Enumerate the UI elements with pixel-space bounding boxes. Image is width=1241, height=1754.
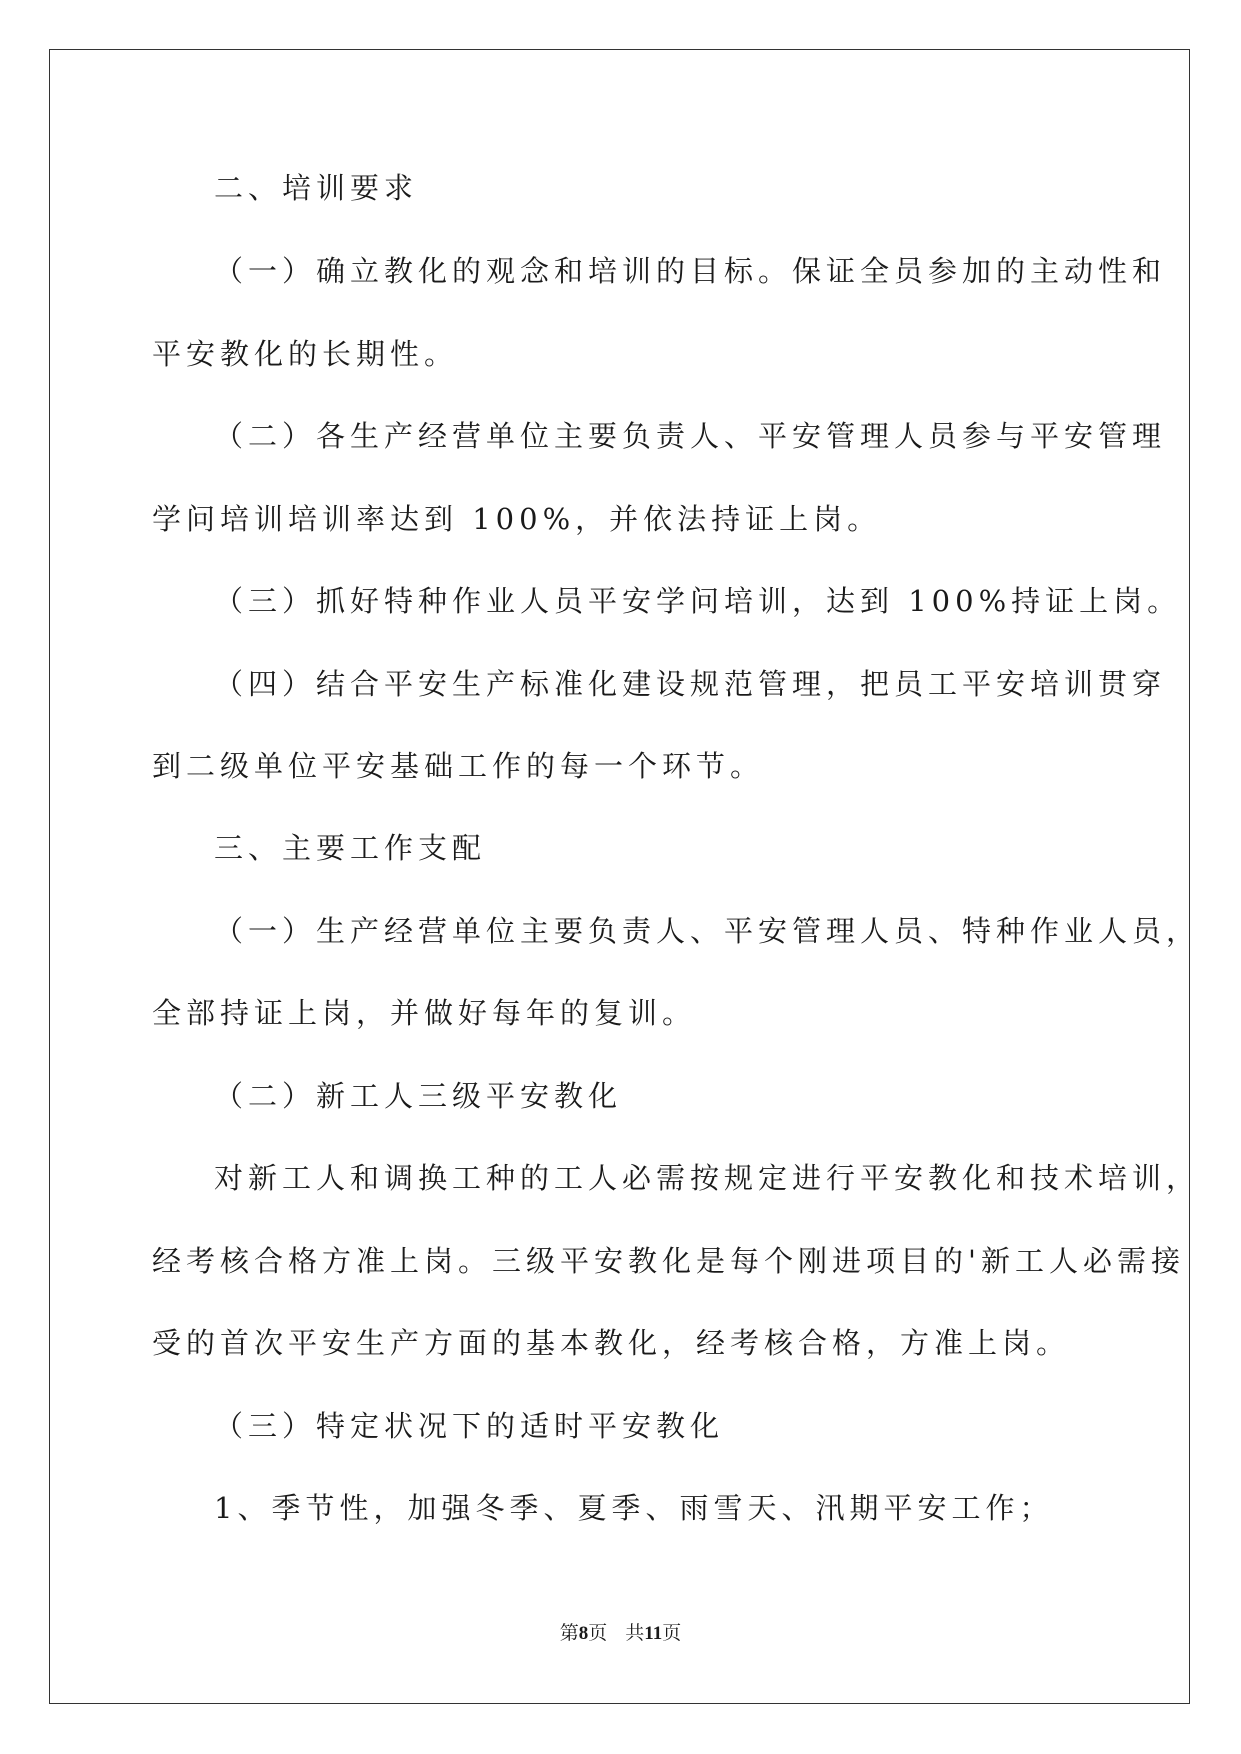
paragraph-line: 学问培训培训率达到 100%，并依法持证上岗。 — [152, 502, 882, 536]
paragraph-line: （三）抓好特种作业人员平安学问培训，达到 100%持证上岗。 — [214, 584, 1182, 618]
paragraph-line: （四）结合平安生产标准化建设规范管理，把员工平安培训贯穿 — [214, 667, 1167, 701]
paragraph-line: （二）各生产经营单位主要负责人、平安管理人员参与平安管理 — [214, 419, 1167, 453]
subsection-heading: （二）新工人三级平安教化 — [214, 1079, 623, 1113]
section-heading-2: 二、培训要求 — [214, 171, 419, 205]
page-border — [49, 49, 1190, 1704]
footer-total-prefix: 共 — [625, 1623, 645, 1644]
paragraph-line: 平安教化的长期性。 — [152, 337, 459, 371]
footer-page-number: 8 — [578, 1623, 589, 1644]
section-heading-3: 三、主要工作支配 — [214, 831, 487, 865]
paragraph-line: 全部持证上岗，并做好每年的复训。 — [152, 996, 697, 1030]
footer-page-suffix: 页 — [588, 1623, 608, 1644]
paragraph-line: 经考核合格方准上岗。三级平安教化是每个刚进项目的'新工人必需接 — [152, 1244, 1185, 1278]
paragraph-line: 受的首次平安生产方面的基本教化，经考核合格，方准上岗。 — [152, 1326, 1071, 1360]
paragraph-line: 到二级单位平安基础工作的每一个环节。 — [152, 749, 765, 783]
paragraph-line: （一）生产经营单位主要负责人、平安管理人员、特种作业人员， — [214, 914, 1201, 948]
paragraph-line: （一）确立教化的观念和培训的目标。保证全员参加的主动性和 — [214, 254, 1167, 288]
footer-page-prefix: 第 — [559, 1623, 579, 1644]
paragraph-line: 1、季节性，加强冬季、夏季、雨雪天、汛期平安工作； — [214, 1491, 1054, 1525]
footer-total-pages: 11 — [644, 1623, 663, 1644]
paragraph-line: 对新工人和调换工种的工人必需按规定进行平安教化和技术培训， — [214, 1161, 1201, 1195]
subsection-heading: （三）特定状况下的适时平安教化 — [214, 1409, 725, 1443]
page-footer — [0, 1618, 1241, 1645]
footer-total-suffix: 页 — [662, 1623, 682, 1644]
